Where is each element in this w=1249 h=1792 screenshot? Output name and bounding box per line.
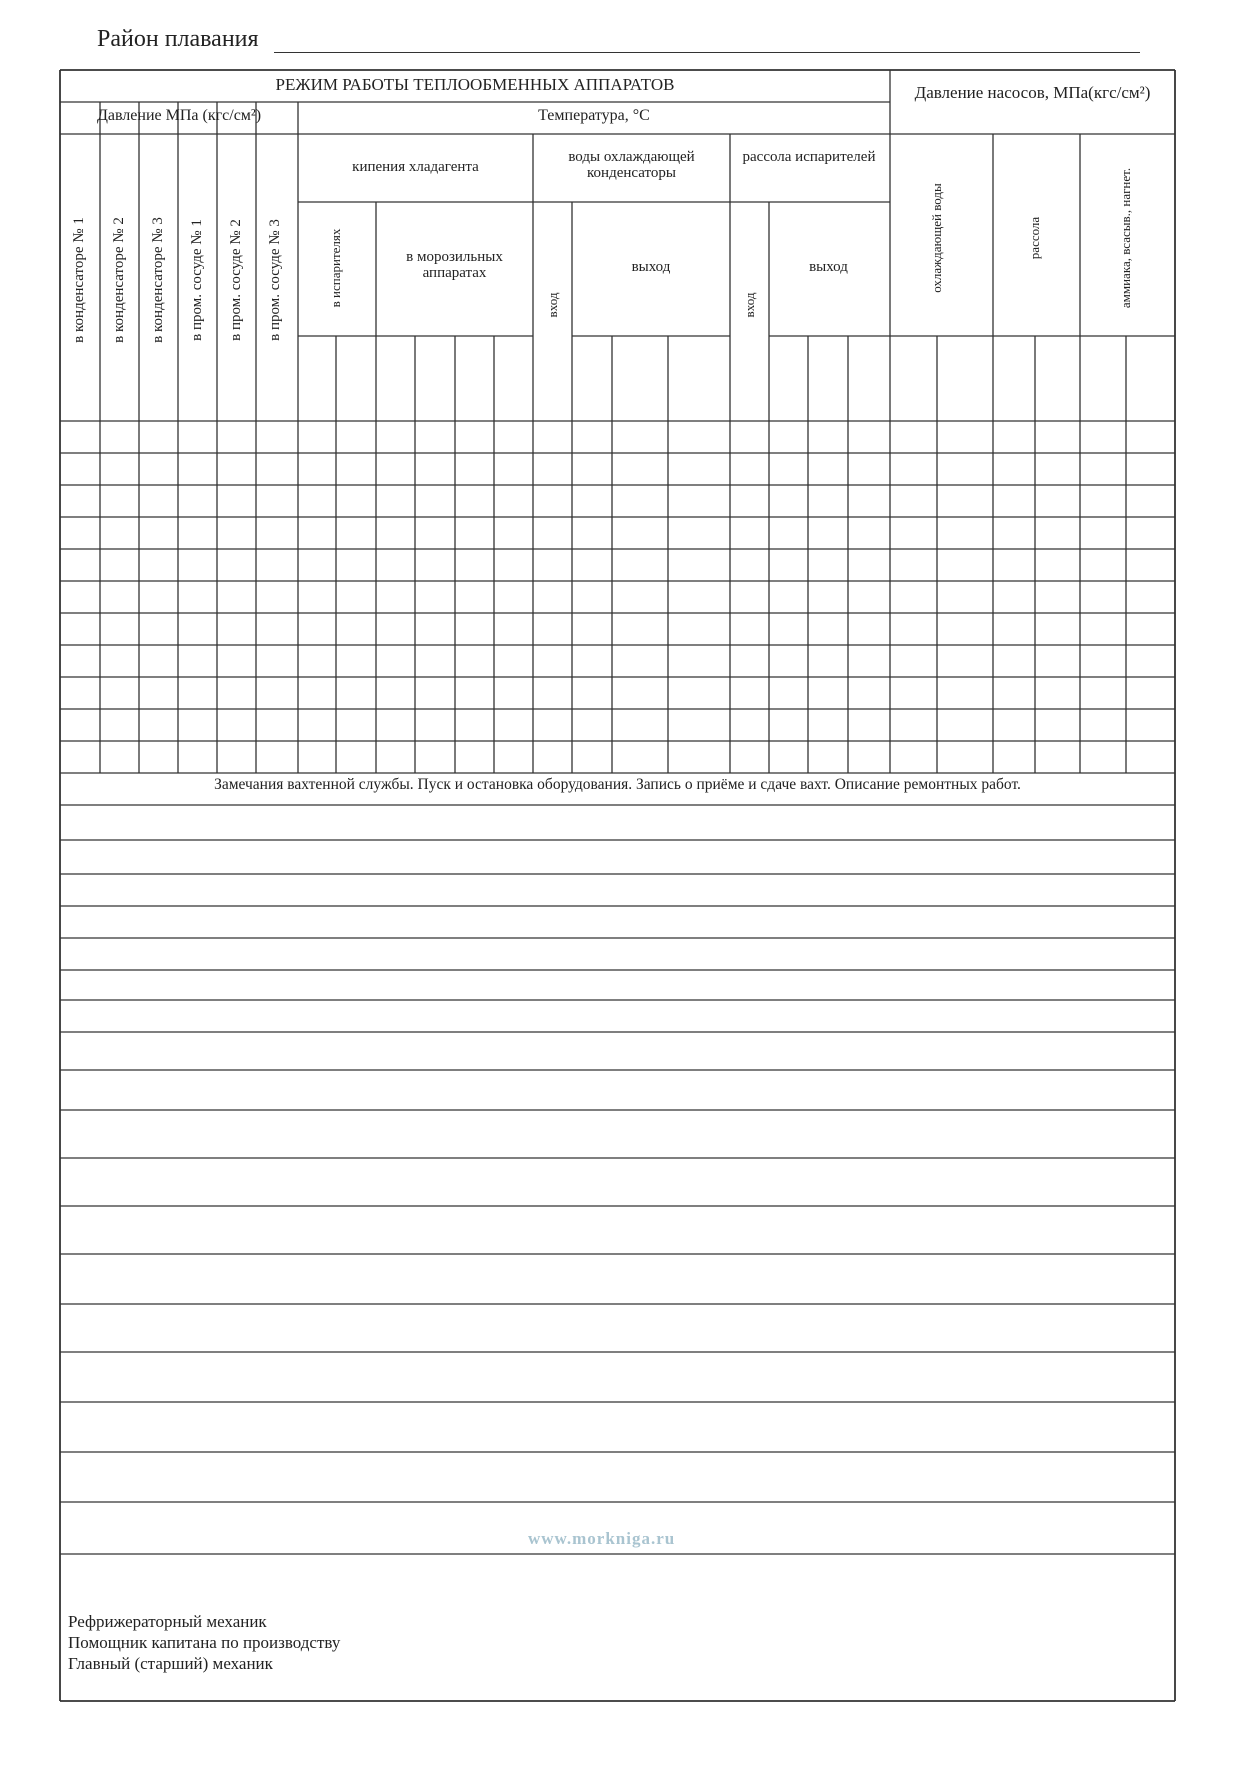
boiling-evaporators: в испарителях xyxy=(328,228,344,308)
pressure-group-header: Давление МПа (кгс/см²) xyxy=(96,107,262,124)
pressure-col-3: в конденсаторе № 3 xyxy=(150,217,167,343)
signature-chief-mechanic: Главный (старший) механик xyxy=(68,1654,273,1673)
brine-outlet: выход xyxy=(809,259,848,275)
signature-refrigeration-mechanic: Рефрижераторный механик xyxy=(68,1612,267,1631)
remarks-title: Замечания вахтенной службы. Пуск и остановка оборудования. Запись о приёме и сдаче вахт. Описание ремонтных работ. xyxy=(214,776,1021,793)
temperature-group-header: Температура, °С xyxy=(538,107,650,124)
watermark: www.morkniga.ru xyxy=(528,1529,676,1548)
cooling-water-outlet: выход xyxy=(631,259,671,275)
pressure-col-4: в пром. сосуде № 1 xyxy=(189,219,206,341)
pressure-col-6: в пром. сосуде № 3 xyxy=(267,219,284,341)
pump-col-1: охлаждающей воды xyxy=(929,183,945,293)
boiling-header: кипения хладагента xyxy=(352,159,479,175)
area-label: Район плавания xyxy=(97,26,259,52)
signature-captain-assistant: Помощник капитана по производству xyxy=(68,1633,341,1652)
cooling-water-header: воды охлаждающей конденсаторы xyxy=(568,149,695,181)
boiling-freezers: в морозильных аппаратах xyxy=(406,249,503,281)
pump-col-3: аммиака, всасыв., нагнет. xyxy=(1118,167,1134,309)
pressure-col-2: в конденсаторе № 2 xyxy=(111,217,128,343)
brine-header: рассола испарителей xyxy=(742,149,876,165)
cooling-water-inlet: вход xyxy=(545,292,561,318)
pressure-col-5: в пром. сосуде № 2 xyxy=(228,219,245,341)
pressure-col-1: в конденсаторе № 1 xyxy=(71,217,88,343)
pump-col-2: рассола xyxy=(1027,216,1043,260)
pump-group-header: Давление насосов, МПа(кгс/см²) xyxy=(914,83,1151,102)
brine-inlet: вход xyxy=(742,292,758,318)
table-title: РЕЖИМ РАБОТЫ ТЕПЛООБМЕННЫХ АППАРАТОВ xyxy=(275,75,675,94)
